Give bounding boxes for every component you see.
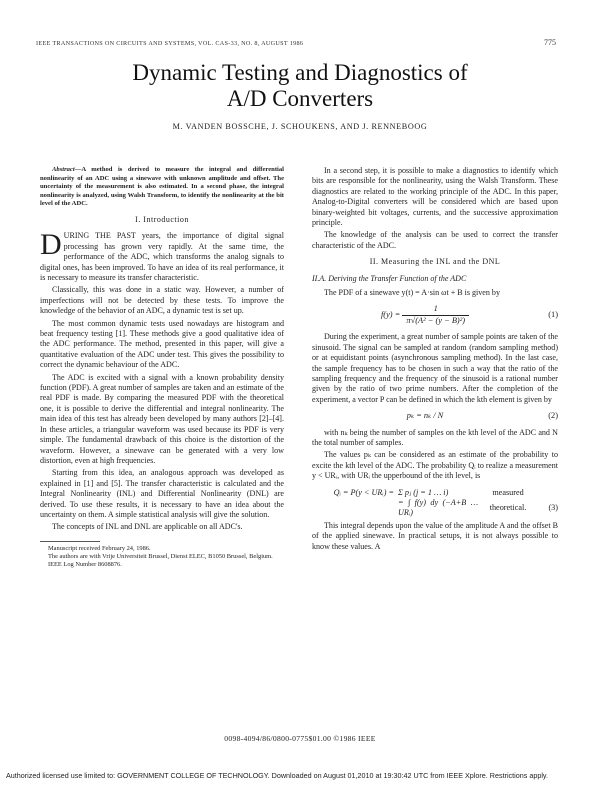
intro-paragraph-1 [40,228,284,283]
footnote-received: Manuscript received February 24, 1986. [48,544,151,552]
footnote-affiliation: The authors are with Vrije Universiteit Brussel, Dienst ELEC, B1050 Brussel, Belgium. [48,552,273,560]
equation-2 [312,411,558,421]
eq2-label: (2) [548,411,558,421]
download-notice: Authorized licensed use limited to: GOVERNMENT COLLEGE OF TECHNOLOGY. Downloaded on August 01,2010 at 19:30:42 UTC from IEEE Xplore. Restrictions apply. [6,771,548,780]
authors: M. VANDEN BOSSCHE, J. SCHOUKENS, AND J. RENNEBOOG [172,122,428,131]
title-line-2: A/D Converters [226,86,374,111]
eq3-theoretical: theoretical. [489,503,527,513]
left-column [40,166,284,569]
abstract-lead: Abstract [52,166,75,173]
intro-paragraph-6: The concepts of INL and DNL are applicable on all ADC's. [52,522,243,532]
intro-paragraph-2: Classically, this was done in a static way. However, a number of imperfections will not be detected by these tests. To improve the knowledge of the behavior of an ADC, a dynamic test is set up. [40,285,284,316]
page-number: 775 [544,38,556,47]
eq3-measured: measured [492,487,524,497]
intro-paragraph-3: The most common dynamic tests used nowadays are histogram and beat frequency testing [1]. These methods give a good qualitative idea of the ADC performance. The method, presented in this paper, will give a quantitative evaluation of the ADC under test. This gives the possibility to correct the dynamic behaviour of the ADC. [40,318,284,370]
eq3-row-1 [312,488,558,498]
right-paragraph-1: In a second step, it is possible to make a diagnostics to identify which bits are responsible for the nonlinearity, using the Walsh Transform. These diagnostics are related to the working principle of the ADC. In this paper, Analog-to-Digital converters will be considered which are based upon binary-weighted bit voltages, currents, and the successive approximation principle. [312,166,558,228]
right-paragraph-2: The knowledge of the analysis can be used to correct the transfer characteristic of the ADC. [312,230,558,250]
eq1-label: (1) [548,310,558,320]
eq2-body: pₖ = nₖ / N [406,411,444,421]
footnote-rule [40,541,100,542]
copyright-line: 0098-4094/86/0800-0775$01.00 ©1986 IEEE [224,734,376,743]
abstract-text: —A method is derived to measure the integral and differential nonlinearity of an ADC using a sinewave with unknown amplitude and offset. The uncertainty of the measurement is also estimated. In a second phase, the integral nonlinearity is analyzed, using Walsh Transform, to identify the nonlinearity at the bit level of the ADC. [40,166,284,208]
right-paragraph-6: The values pₖ can be considered as an estimate of the probability to excite the kth level of the ADC. The probability Qᵢ to realize a measurement y < URᵢ, with URᵢ the upperbound of the ith level, is [312,450,558,481]
abstract [40,166,284,209]
right-column [312,166,558,552]
right-paragraph-5: with nₖ being the number of samples on the kth level of the ADC and N the total number of samples. [312,427,558,447]
paper-title [0,60,600,112]
eq1-numerator: 1 [402,304,469,315]
footnote-log-number: IEEE Log Number 8608876. [48,560,122,568]
subsection-heading: II.A. Deriving the Transfer Function of the ADC [312,273,467,283]
eq3-integral: = ∫ f(y) dy (−A+B … URᵢ) [398,497,478,518]
intro-paragraph-5: Starting from this idea, an analogous approach was developed as explained in [1] and [5]. The transfer characteristic is calculated and the Integral Nonlinearity (INL) and Differential Nonlinearity (DNL) are derived. To use these results, it is necessary to have an idea about the uncertainty on them. A simple statistical analysis will give the solution. [40,468,284,519]
right-paragraph-7: This integral depends upon the value of the amplitude A and the offset B of the applied sinewave. In practical setups, it is not always possible to know these values. A [312,520,558,551]
right-paragraph-3: The PDF of a sinewave y(t) = A·sin ωt + B is given by [324,288,500,298]
intro-paragraph-4: The ADC is excited with a signal with a known probability density function (PDF). A great number of samples are taken and an estimate of the real PDF is made. By comparing the measured PDF with the theoretical one, it is possible to derive the differential and integral nonlinearity. The main idea of this test has already been developed by many authors [2]–[4]. In these articles, a triangular waveform was used because its PDF is very simple. The fundamental drawback of this choice is the distortion of the waveform. However, a sinewave can be generated with a very low distortion, even at high frequencies. [40,372,284,465]
eq3-row-2 [312,498,558,519]
equation-3 [312,488,558,519]
equation-1 [312,304,558,326]
running-head: IEEE TRANSACTIONS ON CIRCUITS AND SYSTEMS, VOL. CAS-33, NO. 8, AUGUST 1986 [36,40,304,47]
eq3-lhs: Qᵢ = P(y < URᵢ) = [333,487,394,497]
intro-paragraph-1-text: URING THE PAST years, the importance of digital signal processing has grown very rapidly. At the same time, the performance of the ADC, which transforms the analog signals to digital ones, has been improved. To have an idea of its real performance, it is necessary to measure its transfer characteristic. [40,231,284,282]
eq1-lhs: f(y) = [380,310,401,320]
section-heading-introduction: I. Introduction [135,214,189,224]
eq3-label: (3) [548,503,558,513]
title-line-1: Dynamic Testing and Diagnostics of [132,60,468,85]
right-paragraph-4: During the experiment, a great number of sample points are taken of the sinusoid. The signal can be sampled at random (random sampling method) or at equidistant points (asynchronous sampling method). In the last case, the sample frequency has to be chosen in such a way that the ratio of the sampling frequency and the frequency of the sinusoid is a rational number given by the ratio of two prime numbers. After the completion of the experiment, a vector P can be defined in which the kth element is given by [312,332,558,404]
eq3-sum: Σ pⱼ (j = 1 … i) [398,487,449,497]
eq1-fraction [402,304,469,326]
eq1-denominator: π√(A² − (y − B)²) [406,315,466,325]
drop-cap: D [40,228,62,262]
section-heading-measuring: II. Measuring the INL and the DNL [369,257,501,267]
footnotes [40,545,284,569]
